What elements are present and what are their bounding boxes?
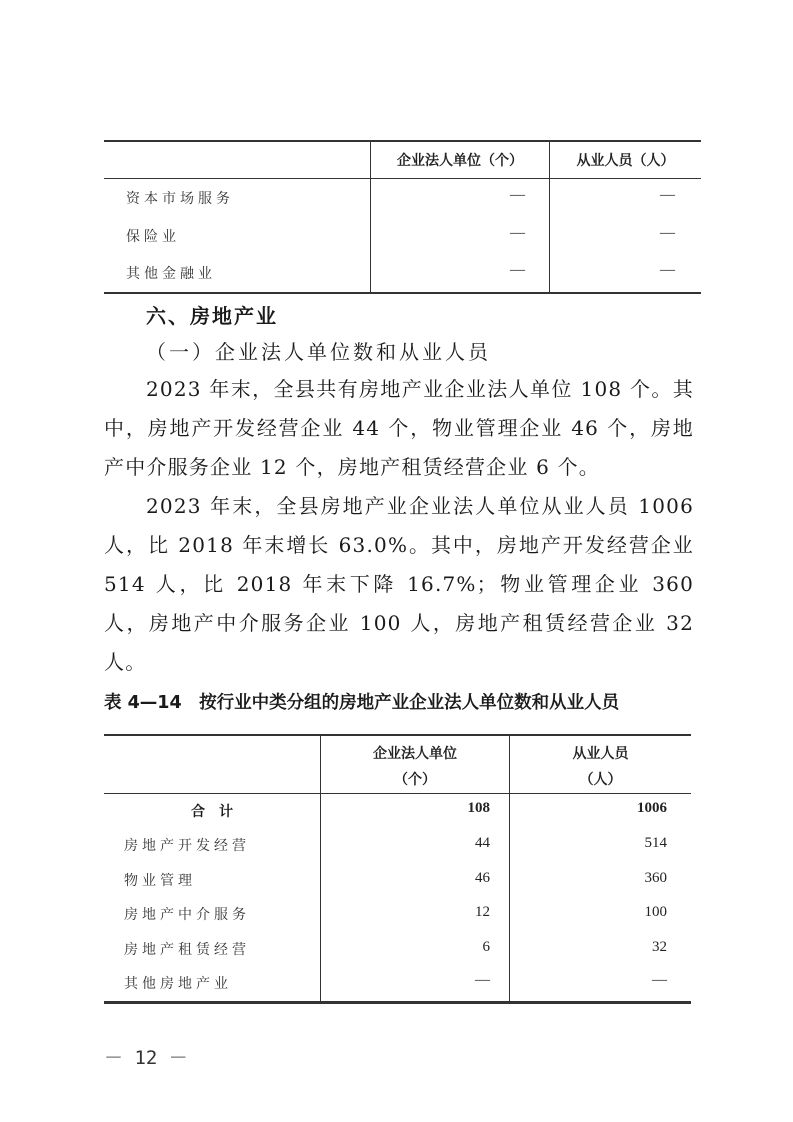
row-label: 其他房地产业 xyxy=(124,976,232,992)
row-units: — xyxy=(510,262,525,278)
total-label: 合 计 xyxy=(191,804,233,820)
top-table-header-employees: 从业人员（人） xyxy=(576,153,675,169)
row-label: 保险业 xyxy=(126,229,180,245)
header-units-line2: （个） xyxy=(394,772,436,788)
row-units: 6 xyxy=(482,939,490,955)
row-label: 资本市场服务 xyxy=(126,191,234,207)
row-employees: 360 xyxy=(644,870,667,886)
paragraph-1: 2023 年末，全县共有房地产业企业法人单位 108 个。其中，房地产开发经营企业 44 个，物业管理企业 46 个，房地产中介服务企业 12 个，房地产租赁经营企业 6 个。 xyxy=(104,377,694,479)
table-title: 表 4—14 按行业中类分组的房地产业企业法人单位数和从业人员 xyxy=(104,693,620,713)
row-employees: — xyxy=(660,262,675,278)
section-flow xyxy=(104,298,694,1070)
paragraph-2: 2023 年末，全县房地产业企业法人单位从业人员 1006 人，比 2018 年末增长 63.0%。其中，房地产开发经营企业 514 人，比 2018 年末下降 16.7%；物业管理企业 360 人，房地产中介服务企业 100 人，房地产租赁经营企业 32 人。 xyxy=(104,494,694,674)
row-label: 房地产租赁经营 xyxy=(124,942,250,958)
section-subheading: （一）企业法人单位数和从业人员 xyxy=(146,340,491,364)
main-table-header-rule xyxy=(104,793,691,794)
row-label: 物业管理 xyxy=(124,873,196,889)
row-employees: — xyxy=(660,187,675,203)
section-heading: 六、房地产业 xyxy=(146,304,278,328)
top-table-top-rule xyxy=(104,140,701,142)
main-table-bottom-rule xyxy=(104,1001,691,1004)
row-label: 其他金融业 xyxy=(126,266,216,282)
row-label: 房地产开发经营 xyxy=(124,838,250,854)
main-table xyxy=(104,734,691,1003)
page-number: － 12 － xyxy=(104,1047,188,1069)
header-employees-line1: 从业人员 xyxy=(572,746,629,762)
total-units: 108 xyxy=(467,800,490,816)
row-employees: — xyxy=(660,225,675,241)
total-employees: 1006 xyxy=(637,800,667,816)
row-employees: 514 xyxy=(644,835,667,851)
row-employees: — xyxy=(652,972,667,988)
header-employees-line2: （人） xyxy=(579,772,622,788)
top-table-bottom-rule xyxy=(104,292,701,294)
row-units: — xyxy=(510,187,525,203)
row-units: 46 xyxy=(475,870,490,886)
main-table-top-rule xyxy=(104,734,691,736)
top-table-header-rule xyxy=(104,178,701,179)
top-table-header-units: 企业法人单位（个） xyxy=(397,153,523,169)
row-label: 房地产中介服务 xyxy=(124,907,250,923)
row-employees: 32 xyxy=(652,939,667,955)
row-units: — xyxy=(475,972,490,988)
header-units-line1: 企业法人单位 xyxy=(373,746,457,762)
row-units: 44 xyxy=(475,835,490,851)
row-units: 12 xyxy=(475,904,490,920)
row-employees: 100 xyxy=(644,904,667,920)
row-units: — xyxy=(510,225,525,241)
